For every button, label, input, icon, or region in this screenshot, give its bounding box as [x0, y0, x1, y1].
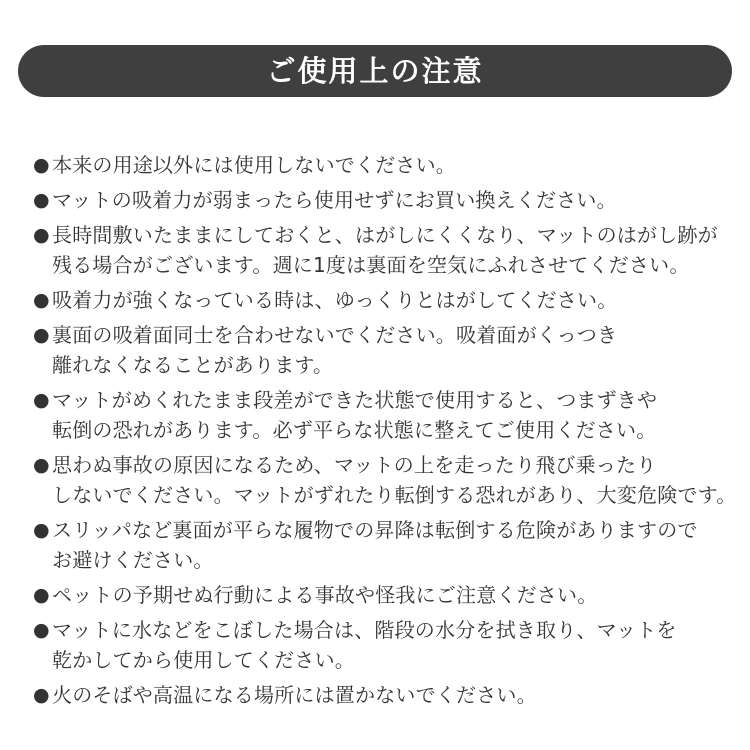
notice-line: マットがめくれたまま段差ができた状態で使用すると、つまずきや: [52, 388, 658, 412]
notice-line: お避けください。: [52, 548, 214, 572]
notice-item: [33, 220, 733, 280]
notice-item: [33, 185, 733, 215]
notice-line: 本来の用途以外には使用しないでください。: [52, 153, 456, 177]
notice-line: スリッパなど裏面が平らな履物での昇降は転倒する危険がありますので: [52, 518, 698, 542]
notice-line: 火のそばや高温になる場所には置かないでください。: [52, 683, 537, 707]
bullet-icon: ●: [33, 189, 50, 211]
notice-text: [52, 615, 733, 675]
notice-item: [33, 615, 733, 675]
notice-text: [52, 680, 733, 710]
notice-line: 長時間敷いたままにしておくと、はがしにくくなり、マットのはがし跡が: [52, 223, 718, 247]
notice-line: 転倒の恐れがあります。必ず平らな状態に整えてご使用ください。: [52, 418, 657, 442]
bullet-icon: ●: [33, 519, 50, 541]
notice-line: 乾かしてから使用してください。: [52, 648, 355, 672]
notice-text: [52, 285, 733, 315]
notice-text: [52, 385, 733, 445]
notice-list: [33, 150, 737, 715]
notice-line: マットに水などをこぼした場合は、階段の水分を拭き取り、マットを: [52, 618, 677, 642]
notice-line: 裏面の吸着面同士を合わせないでください。吸着面がくっつき: [52, 323, 618, 347]
header-bar: [18, 45, 732, 97]
notice-text: [52, 450, 737, 510]
notice-item: [33, 320, 733, 380]
bullet-icon: ●: [33, 154, 50, 176]
notice-item: [33, 580, 733, 610]
bullet-icon: ●: [33, 224, 50, 246]
bullet-icon: ●: [33, 684, 50, 706]
notice-text: [52, 320, 733, 380]
notice-line: 残る場合がございます。週に1度は裏面を空気にふれさせてください。: [52, 253, 690, 277]
notice-text: [52, 150, 733, 180]
notice-item: [33, 680, 733, 710]
notice-line: 吸着力が強くなっている時は、ゆっくりとはがしてください。: [52, 288, 618, 312]
bullet-icon: ●: [33, 324, 50, 346]
bullet-icon: ●: [33, 289, 50, 311]
notice-text: [52, 580, 733, 610]
notice-line: マットの吸着力が弱まったら使用せずにお買い換えください。: [52, 188, 617, 212]
bullet-icon: ●: [33, 619, 50, 641]
page-title: ご使用上の注意: [266, 53, 484, 88]
bullet-icon: ●: [33, 389, 50, 411]
notice-text: [52, 185, 733, 215]
bullet-icon: ●: [33, 454, 50, 476]
notice-line: 思わぬ事故の原因になるため、マットの上を走ったり飛び乗ったり: [52, 453, 657, 477]
notice-text: [52, 515, 733, 575]
notice-line: 離れなくなることがあります。: [52, 353, 334, 377]
bullet-icon: ●: [33, 584, 50, 606]
notice-line: しないでください。マットがずれたり転倒する恐れがあり、大変危険です。: [52, 483, 737, 507]
notice-item: [33, 385, 733, 445]
notice-item: [33, 285, 733, 315]
notice-item: [33, 450, 737, 510]
notice-line: ペットの予期せぬ行動による事故や怪我にご注意ください。: [52, 583, 598, 607]
notice-item: [33, 150, 733, 180]
notice-text: [52, 220, 733, 280]
notice-item: [33, 515, 733, 575]
